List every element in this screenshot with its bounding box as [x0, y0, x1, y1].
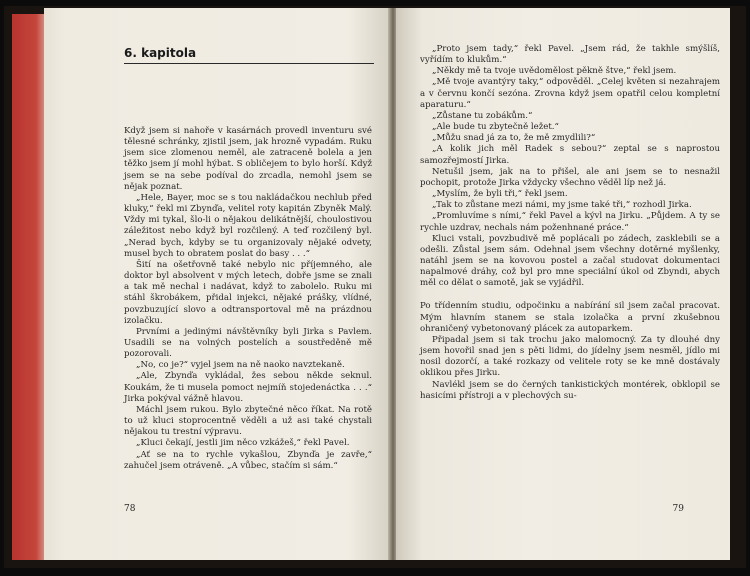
paragraph: Navlékl jsem se do černých tankistických montérek, obklopil se hasicími přístroji a v plechových su- [420, 379, 720, 401]
paragraph: „Mě tvoje avantýry taky,“ odpověděl. „Celej květen si nezahrajem a v červnu končí sezóna. Zrovna když jsem opatřil celou kompletní aparaturu.“ [420, 77, 720, 110]
paragraph: Když jsem si nahoře v kasárnách provedl inventuru své tělesné schránky, zjistil jsem, jak hrozně vypadám. Ruku jsem sice zlomenou neměl, ale zatraceně bolela a jen těžko jsem jí mohl hýbat. S obličejem to bylo horší. Když jsem se na sebe podíval do zrcadla, nemohl jsem se nějak poznat. [124, 126, 372, 192]
paragraph: Kluci vstali, povzbudivě mě poplácali po zádech, zasklebili se a odešli. Zůstal jsem sám. Odehnal jsem všechny dotěrné myšlenky, natáhl jsem se na kovovou postel a začal studovat dokumentaci napalmové dráhy, což byl pro mne speciální úkol od Zbyndi, abych měl co dělat o samotě, jak se vyjádřil. [420, 233, 720, 289]
paragraph: Prvními a jedinými návštěvníky byli Jirka s Pavlem. Usadili se na volných postelích a soustředěně mě pozorovali. [124, 326, 372, 360]
page-number-left: 78 [124, 504, 136, 514]
paragraph: „A kolik jich měl Radek s sebou?“ zeptal se s naprostou samozřejmostí Jirka. [420, 144, 720, 166]
paragraph: Připadal jsem si tak trochu jako malomocný. Za ty dlouhé dny jsem hovořil snad jen s pěti lidmi, do jídelny jsem nesměl, jídlo mi nosil dozorčí, a také rozkazy od velitele roty se ke mně dostávaly oklikou přes Jirku. [420, 334, 720, 379]
paragraph: „Proto jsem tady,“ řekl Pavel. „Jsem rád, že takhle smýšlíš, vyřídím to klukům.“ [420, 44, 720, 66]
open-book [4, 6, 746, 568]
paragraph: Netušil jsem, jak na to přišel, ale ani jsem se to nesnažil pochopit, protože Jirka vždycky všechno věděl líp než já. [420, 166, 720, 188]
paragraph: „Ať se na to rychle vykašlou, Zbynďa je zavře,“ zahučel jsem otráveně. „A vůbec, stačím si sám.“ [124, 449, 372, 471]
paragraph: „Někdy mě ta tvoje uvědomělost pěkně štve,“ řekl jsem. [432, 66, 677, 77]
paragraph: Po třídenním studiu, odpočinku a nabírání sil jsem začal pracovat. Mým hlavním stanem se stala izolačka a první zkušebnou ohraničený vybetonovaný plácek za autoparkem. [420, 301, 720, 334]
paragraph: „No, co je?“ vyjel jsem na ně naoko navztekaně. [136, 360, 345, 371]
left-page-text [124, 126, 372, 472]
right-page [396, 8, 730, 560]
paragraph: „Hele, Bayer, moc se s tou nakládačkou nechlub před kluky,“ řekl mi Zbynďa, velitel roty kapitán Zbyněk Malý. Vždy mi tykal, šlo-li o nějakou delikátnější, choulostivou záležitost nebo když byl rozčilený. A teď rozčilený byl. „Nerad bych, kdyby se tu organizovaly nějaké odvety, musel bych to obratem poslat do basy . . .“ [124, 192, 372, 259]
paragraph: „Zůstane tu zobákům.“ [432, 110, 533, 121]
paragraph: Šití na ošetřovně také nebylo nic příjemného, ale doktor byl absolvent v mých letech, dobře jsme se znali a tak mě nechal i nadávat, když to zabolelo. Ruku mi stáhl škrobákem, přidal injekci, nějaké prášky, vlídné, povzbuzující slovo a odtransportoval mě na prázdnou izolačku. [124, 259, 372, 326]
paragraph: „Můžu snad já za to, že mě zmydlili?“ [432, 133, 596, 144]
paragraph: „Promluvíme s ními,“ řekl Pavel a kývl na Jirku. „Půjdem. A ty se rychle uzdrav, nechals nám poženhnané práce.“ [420, 211, 720, 233]
chapter-title: 6. kapitola [124, 46, 374, 64]
paragraph: „Kluci čekají, jestli jim něco vzkážeš,“ řekl Pavel. [136, 438, 350, 449]
paragraph: „Ale, Zbynďa vykládal, žes sebou někde seknul. Koukám, že ti musela pomoct nejmíň stojedenáctka . . .“ Jirka pokýval vážně hlavou. [124, 371, 372, 404]
right-page-text [420, 44, 720, 402]
left-page [44, 8, 390, 560]
paragraph: „Tak to zůstane mezi námi, my jsme také tři,“ rozhodl Jirka. [432, 200, 692, 211]
paragraph: Máchl jsem rukou. Bylo zbytečné něco říkat. Na rotě to už kluci stoprocentně věděli a už asi také chystali nějakou tu trestní výpravu. [124, 404, 372, 438]
paragraph: „Ale bude tu zbytečně ležet.“ [432, 122, 559, 133]
page-number-right: 79 [672, 504, 684, 514]
paragraph: „Myslím, že byli tři,“ řekl jsem. [432, 189, 568, 200]
